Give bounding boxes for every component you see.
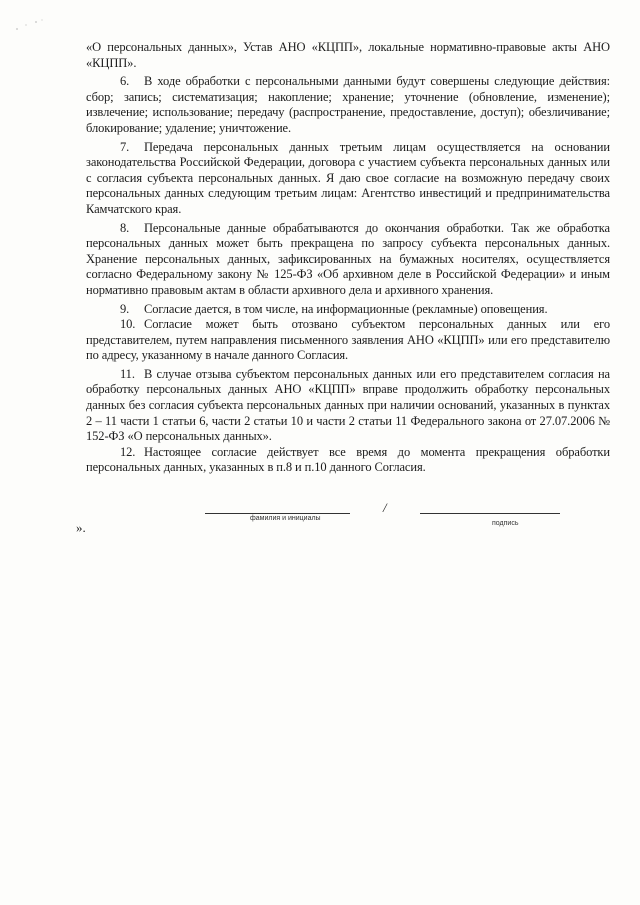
- paragraph-text: В случае отзыва субъектом персональных данных или его представителем согласия на обработку персональных данных АНО «КЦПП» вправе продолжить обработку персональных данных без согласия субъекта персональных данных при наличии оснований, указанных в пунктах 2 – 11 части 1 статьи 6, части 2 статьи 10 и части 2 статьи 11 Федерального закона от 27.07.2006 № 152-ФЗ «О персональных данных».: [86, 366, 610, 444]
- signature-line: [420, 513, 560, 514]
- paragraph-6: [86, 74, 610, 136]
- name-caption: фамилия и инициалы: [250, 515, 321, 522]
- paragraph-text: Согласие может быть отозвано субъектом персональных данных или его представителем, путем направления письменного заявления АНО «КЦПП» или его представителю по адресу, указанному в начале данного Согласия.: [86, 317, 610, 363]
- paragraph-number: 11.: [120, 366, 135, 381]
- paragraph-8: [86, 221, 610, 299]
- paragraph-12: [86, 445, 610, 476]
- paragraph-number: 8.: [120, 220, 130, 235]
- paragraph-10: [86, 317, 610, 364]
- paragraph-number: 9.: [120, 301, 130, 316]
- signature-separator: /: [383, 500, 387, 515]
- paragraph-text: В ходе обработки с персональными данными будут совершены следующие действия: сбор; запись; систематизация; накопление; хранение; уточнение (обновление, изменение); извлечение; использование; передачу (распространение, предоставление, доступ); обезличивание; блокирование; удаление; уничтожение.: [86, 74, 610, 135]
- paragraph-text: Настоящее согласие действует все время до момента прекращения обработки персональных данных, указанных в п.8 и п.10 данного Согласия.: [86, 444, 610, 475]
- name-signature-line: [205, 513, 350, 514]
- paragraph-9: [86, 302, 610, 318]
- paragraph-text: Персональные данные обрабатываются до окончания обработки. Так же обработка персональных данных может быть прекращена по запросу субъекта персональных данных. Хранение персональных данных, зафиксированных на бумажных носителях, осуществляется согласно Федеральному закону № 125-ФЗ «Об архивном деле в Российской Федерации» и иным нормативно правовым актам в области архивного дела и архивного хранения.: [86, 220, 610, 297]
- intro-line: «О персональных данных», Устав АНО «КЦПП», локальные нормативно-правовые акты АНО «КЦПП».: [86, 40, 610, 70]
- signature-caption: подпись: [492, 520, 519, 527]
- paragraph-number: 7.: [120, 139, 130, 154]
- paragraph-number: 12.: [120, 444, 136, 459]
- document-body: [86, 40, 610, 476]
- paragraph-11: [86, 367, 610, 445]
- paragraph-number: 10.: [120, 317, 136, 332]
- paragraph-number: 6.: [120, 74, 130, 89]
- closing-quote: ».: [76, 520, 86, 535]
- paragraph-text: Передача персональных данных третьим лицам осуществляется на основании законодательства Российской Федерации, договора с участием субъекта персональных данных или с согласия субъекта персональных данных. Я даю свое согласие на возможную передачу своих персональных данных следующим третьим лицам: Агентство инвестиций и предпринимательства Камчатского края.: [86, 139, 610, 216]
- paragraph-7: [86, 140, 610, 218]
- signature-block: [0, 500, 640, 540]
- scan-speck-mark: [14, 18, 44, 32]
- paragraph-text: Согласие дается, в том числе, на информационные (рекламные) оповещения.: [144, 301, 548, 316]
